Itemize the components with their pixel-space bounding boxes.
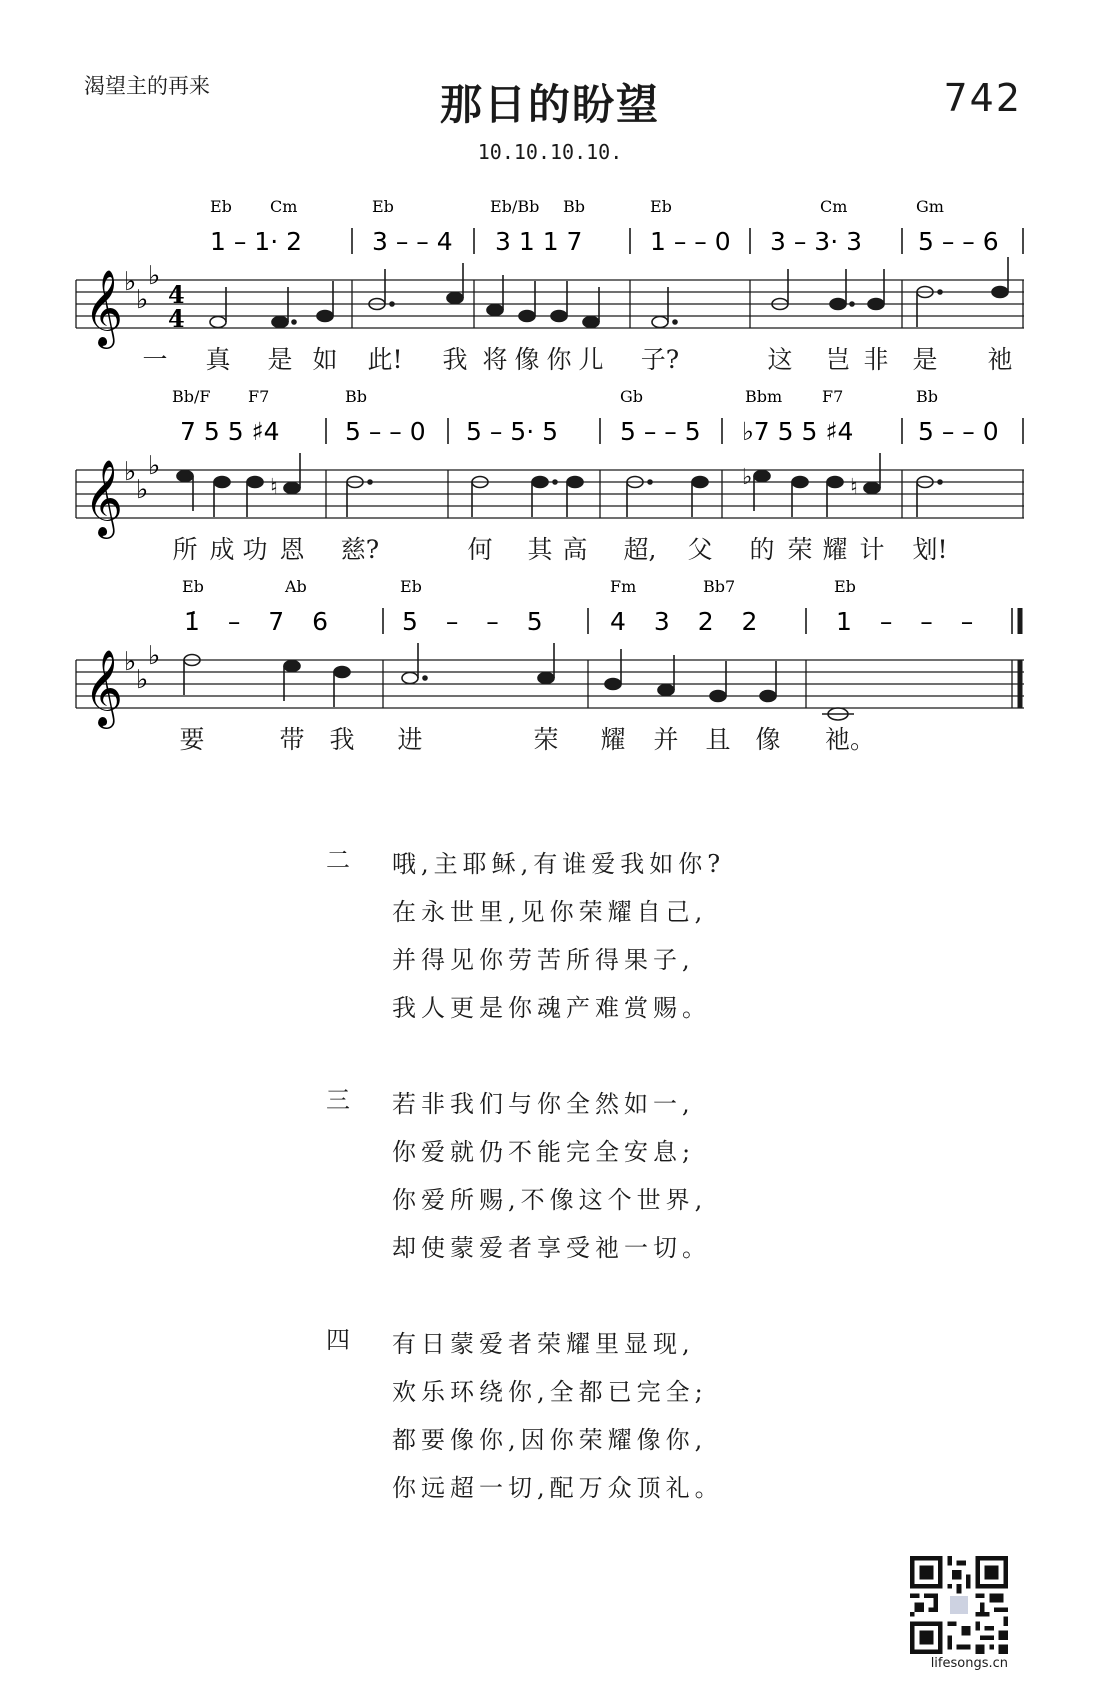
lyric-char: 祂 — [987, 345, 1013, 374]
verse-line: 你远超一切,配万众顶礼。 — [392, 1474, 724, 1502]
lyric-char: 是 — [912, 345, 938, 374]
lyric-char: 我 — [442, 345, 468, 374]
lyric-char: 且 — [705, 725, 731, 754]
jianpu-measure: 3 – – 4 — [372, 227, 453, 256]
flat-icon: ♭ — [148, 261, 161, 291]
jianpu-measure: 3 1 1 7 — [495, 227, 583, 256]
lyric-char: 其 — [527, 535, 553, 564]
chord: Gm — [916, 197, 944, 216]
chord: Ab — [285, 577, 307, 596]
lyric-char: 功 — [242, 535, 268, 564]
treble-clef-icon: 𝄞 — [84, 459, 124, 536]
lyrics-row-1 — [0, 340, 1100, 374]
lyric-char: 岂 — [825, 345, 851, 374]
flat-icon: ♭ — [148, 641, 161, 671]
jianpu-measure: 3 – 3· 3 — [770, 227, 863, 256]
lyric-char: 像 — [514, 345, 540, 374]
jianpu-measure: 5 – 5· 5 — [466, 417, 559, 446]
treble-clef-icon: 𝄞 — [84, 649, 124, 726]
lyric-char: 像 — [755, 725, 781, 754]
verse-line: 欢乐环绕你,全都已完全; — [392, 1378, 708, 1406]
verses-section — [320, 840, 820, 1560]
verse-3 — [320, 1080, 820, 1272]
chord: F7 — [822, 387, 844, 406]
chord: Bb7 — [703, 577, 736, 596]
lyric-char: 如 — [312, 345, 338, 374]
lyric-char: 高 — [562, 535, 588, 564]
lyric-char: 我 — [329, 725, 355, 754]
chord: Cm — [820, 197, 848, 216]
lyric-char: 子? — [640, 345, 680, 374]
chord: Eb — [210, 197, 232, 216]
chord: Eb — [372, 197, 394, 216]
chord: F7 — [248, 387, 270, 406]
lyric-char: 你 — [546, 345, 572, 374]
jianpu-measure: 1 – 1· 2 — [210, 227, 303, 256]
lyric-char: 祂。 — [824, 725, 876, 754]
chord: Cm — [270, 197, 298, 216]
verse-line: 却使蒙爱者享受祂一切。 — [392, 1234, 711, 1262]
jianpu-measure: 5 – – 5 — [620, 417, 701, 446]
chord: Bb — [563, 197, 585, 216]
verse-line: 若非我们与你全然如一, — [392, 1090, 695, 1118]
jianpu-measure: 5 – – 0 — [345, 417, 426, 446]
lyric-char: 将 — [482, 345, 508, 374]
music-system-2 — [0, 380, 1100, 580]
flat-icon: ♭ — [136, 665, 149, 695]
jianpu-measure: 1̇ – 7 6 — [184, 607, 339, 636]
site-url[interactable]: lifesongs.cn — [930, 1656, 1008, 1671]
lyric-char: 耀 — [822, 535, 848, 564]
jianpu-measure: 4 3 2 2 — [610, 607, 768, 636]
lyric-char: 何 — [467, 535, 493, 564]
lyric-char: 非 — [863, 345, 889, 374]
flat-icon: ♭ — [148, 451, 161, 481]
chord: Gb — [620, 387, 644, 406]
verse-line: 你爱就仍不能完全安息; — [392, 1138, 696, 1166]
verse-number: 二 — [326, 846, 350, 874]
verse-number: 三 — [326, 1086, 350, 1114]
flat-icon: ♭ — [124, 647, 137, 677]
hymn-title: 那日的盼望 — [439, 80, 660, 129]
hymn-number: 742 — [943, 76, 1022, 120]
verse-line: 在永世里,见你荣耀自己, — [392, 898, 708, 926]
svg-text:♮: ♮ — [270, 475, 278, 500]
lyric-char: 超, — [623, 535, 657, 564]
verse-line: 哦,主耶稣,有谁爱我如你? — [392, 850, 726, 878]
chord: Fm — [610, 577, 637, 596]
flat-icon: ♭ — [124, 267, 137, 297]
hymn-meter: 10.10.10.10. — [477, 140, 623, 164]
jianpu-measure: 5 – – 0 — [918, 417, 999, 446]
verse-line: 有日蒙爱者荣耀里显现, — [392, 1330, 695, 1358]
music-system-3 — [0, 570, 1100, 770]
flat-icon: ♭ — [124, 457, 137, 487]
jianpu-measure: 1 – – 0 — [650, 227, 731, 256]
lyric-char: 这 — [767, 345, 793, 374]
flat-icon: ♭ — [136, 285, 149, 315]
lyric-char: 耀 — [600, 725, 626, 754]
jianpu-measure: 5 – – 6 — [918, 227, 999, 256]
chord: Bb — [345, 387, 367, 406]
verse-4 — [320, 1320, 820, 1512]
verse-line: 都要像你,因你荣耀像你, — [392, 1426, 708, 1454]
lyric-char: 计 — [859, 535, 885, 564]
lyric-char: 所 — [172, 535, 198, 564]
verse-line: 我人更是你魂产难赏赐。 — [392, 994, 711, 1022]
jianpu-measure: 7 5 5 ♯4 — [180, 417, 280, 446]
lyric-char: 是 — [267, 345, 293, 374]
lyric-char: 儿 — [578, 345, 604, 374]
time-signature: 4 — [168, 304, 185, 333]
verse-line: 并得见你劳苦所得果子, — [392, 946, 695, 974]
lyric-char: 恩 — [279, 535, 305, 564]
lyric-char: 此! — [367, 345, 403, 374]
lyric-char: 进 — [397, 725, 423, 754]
lyric-char: 慈? — [340, 535, 380, 564]
lyrics-row-2 — [0, 530, 1100, 564]
lyric-char: 荣 — [787, 535, 813, 564]
qr-code-icon[interactable] — [910, 1556, 1008, 1654]
lyric-char: 一 — [142, 345, 168, 374]
chord: Eb — [182, 577, 204, 596]
svg-text:♭: ♭ — [742, 465, 753, 490]
lyric-char: 的 — [749, 535, 775, 564]
lyric-char: 成 — [209, 535, 235, 564]
verse-number: 四 — [326, 1326, 350, 1354]
lyric-char: 划! — [912, 535, 948, 564]
hymn-category: 渴望主的再来 — [84, 74, 210, 98]
lyrics-row-3 — [0, 720, 1100, 754]
verse-line: 你爱所赐,不像这个世界, — [392, 1186, 708, 1214]
jianpu-measure: ♭7 5 5 ♯4 — [742, 417, 854, 446]
jianpu-measure: 5 – – 5 — [402, 607, 553, 636]
svg-text:♮: ♮ — [850, 475, 858, 500]
lyric-char: 带 — [279, 725, 305, 754]
chord: Eb — [400, 577, 422, 596]
treble-clef-icon: 𝄞 — [84, 269, 124, 346]
lyric-char: 荣 — [533, 725, 559, 754]
lyric-char: 要 — [179, 725, 205, 754]
lyric-char: 父 — [687, 535, 713, 564]
verse-2 — [320, 840, 820, 1032]
chord: Eb — [834, 577, 856, 596]
time-signature: 4 — [168, 280, 185, 309]
chord: Bbm — [745, 387, 783, 406]
chord: Eb — [650, 197, 672, 216]
chord: Bb/F — [172, 387, 211, 406]
lyric-char: 并 — [653, 725, 679, 754]
music-system-1 — [0, 190, 1100, 390]
chord: Eb/Bb — [490, 197, 540, 216]
lyric-char: 真 — [205, 345, 231, 374]
jianpu-measure: 1 – – – — [836, 607, 984, 636]
chord: Bb — [916, 387, 938, 406]
flat-icon: ♭ — [136, 475, 149, 505]
